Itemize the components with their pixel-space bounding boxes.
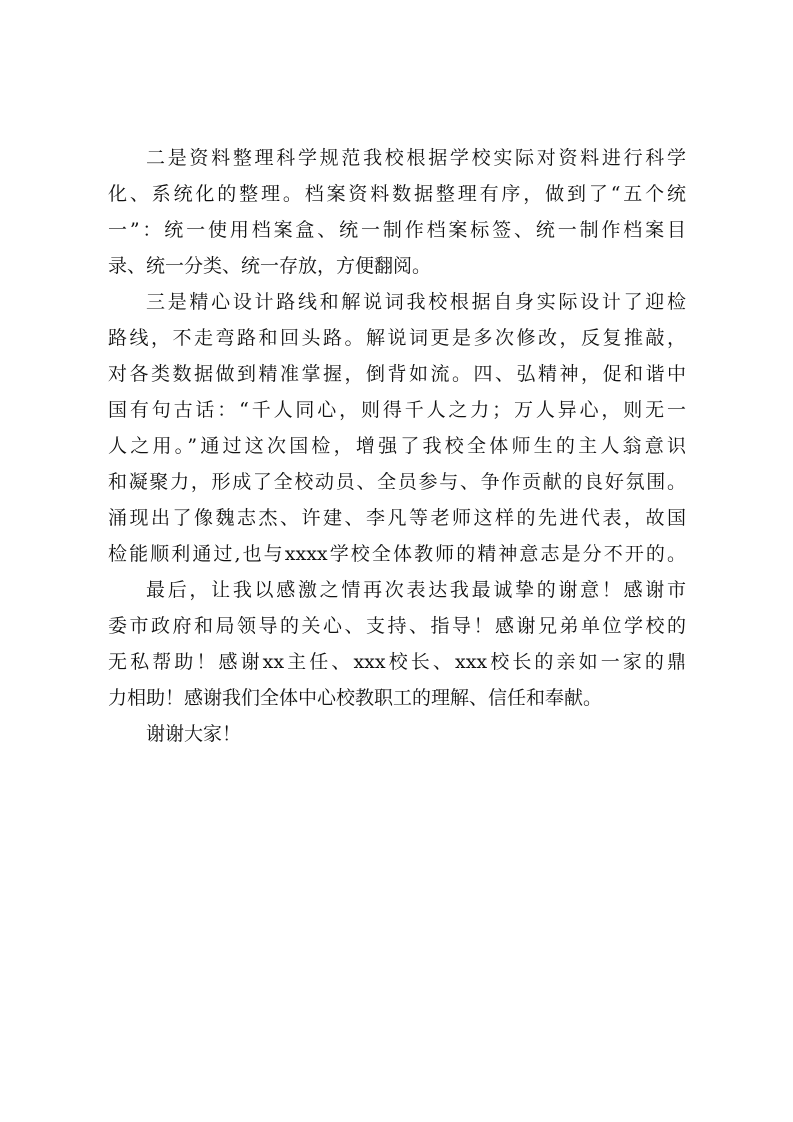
- paragraph-line: 化、系统化的整理。档案资料数据整理有序，做到了“五个统: [108, 183, 686, 205]
- document-page: [108, 140, 686, 752]
- paragraph-line: 一”：统一使用档案盒、统一制作档案标签、统一制作档案目: [108, 219, 686, 241]
- paragraph-line: 二是资料整理科学规范我校根据学校实际对资料进行科学: [146, 147, 686, 169]
- paragraph-line: 最后，让我以感激之情再次表达我最诚挚的谢意！感谢市: [146, 579, 686, 601]
- paragraph-line: 委市政府和局领导的关心、支持、指导！感谢兄弟单位学校的: [108, 615, 686, 637]
- paragraph-line: 和凝聚力，形成了全校动员、全员参与、争作贡献的良好氛围。: [108, 471, 686, 493]
- paragraph-line: 对各类数据做到精准掌握，倒背如流。四、弘精神，促和谐中: [108, 363, 686, 385]
- paragraph-line: 力相助！感谢我们全体中心校教职工的理解、信任和奉献。: [108, 687, 603, 709]
- paragraph-line: 路线，不走弯路和回头路。解说词更是多次修改，反复推敲，: [108, 327, 686, 349]
- paragraph-line: 检能顺利通过,也与xxxx学校全体教师的精神意志是分不开的。: [108, 543, 686, 565]
- paragraph-line: 无私帮助！感谢xx主任、xxx校长、xxx校长的亲如一家的鼎: [108, 651, 686, 673]
- paragraph-line: 人之用。”通过这次国检，增强了我校全体师生的主人翁意识: [108, 435, 686, 457]
- closing-line: 谢谢大家！: [146, 723, 242, 745]
- paragraph-line: 录、统一分类、统一存放，方便翻阅。: [108, 255, 432, 277]
- paragraph-line: 国有句古话：“千人同心，则得千人之力；万人异心，则无一: [108, 399, 686, 421]
- paragraph-line: 涌现出了像魏志杰、许建、李凡等老师这样的先进代表，故国: [108, 507, 686, 529]
- paragraph-line: 三是精心设计路线和解说词我校根据自身实际设计了迎检: [146, 291, 686, 313]
